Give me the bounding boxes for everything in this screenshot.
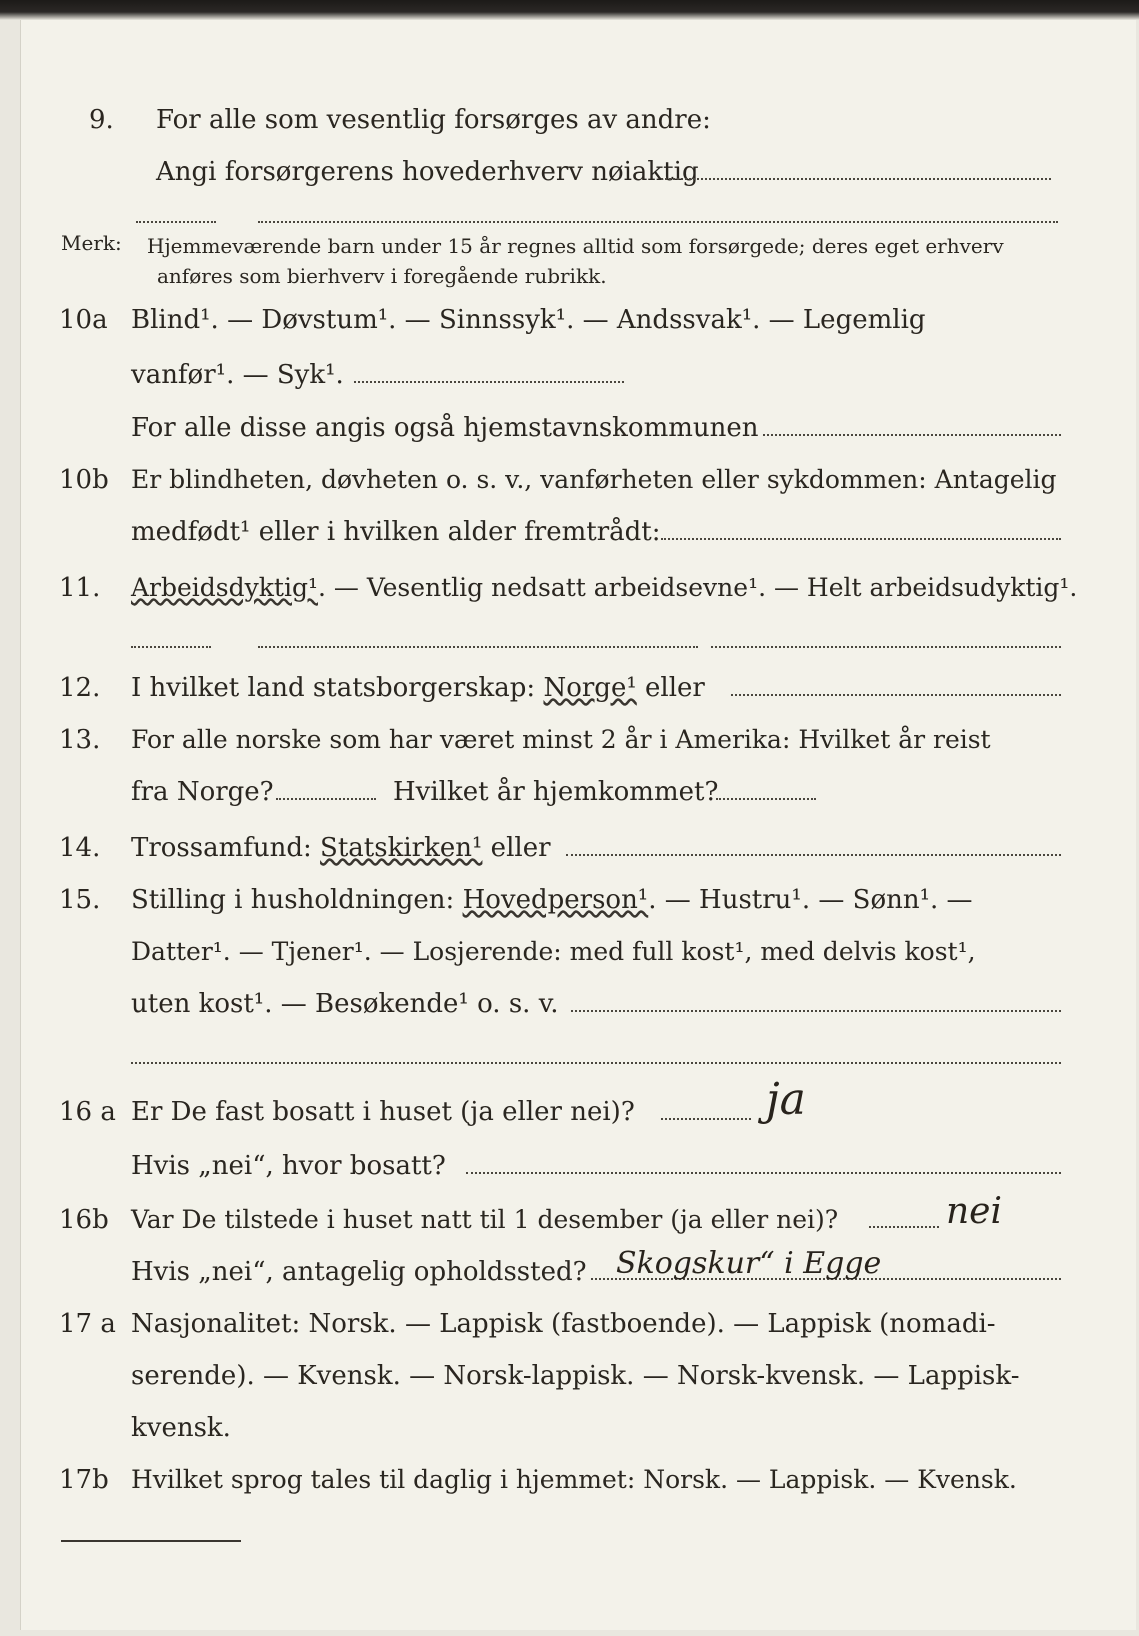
q17b-line1 bbox=[21, 1460, 1136, 1500]
q17b-number: 17b bbox=[59, 1465, 109, 1495]
q13-line2 bbox=[21, 772, 1136, 812]
q13-text1: For alle norske som har været minst 2 år i Amerika: Hvilket år reist bbox=[131, 725, 991, 754]
q13-number: 13. bbox=[59, 725, 101, 755]
q16b-line2 bbox=[21, 1246, 1136, 1292]
q9-line1 bbox=[21, 100, 1136, 140]
q16b-number: 16b bbox=[59, 1205, 109, 1235]
q17a-line1 bbox=[21, 1304, 1136, 1344]
q16b-answer2: Skogskur“ i Egge bbox=[616, 1246, 882, 1281]
q14-answer-line[interactable] bbox=[566, 854, 1061, 856]
q10b-answer-line[interactable] bbox=[661, 538, 1061, 540]
q15-line2 bbox=[21, 932, 1136, 972]
q16b-answer: nei bbox=[946, 1191, 1003, 1232]
q10b-text2: medfødt¹ eller i hvilken alder fremtrådt: bbox=[131, 517, 661, 547]
q14-selected-option: Statskirken¹ bbox=[320, 833, 483, 863]
q11-answer-line-b[interactable] bbox=[258, 646, 698, 648]
q13-answer-line2[interactable] bbox=[716, 798, 816, 800]
q11-selected-option: Arbeidsdyktig¹ bbox=[131, 573, 318, 602]
q15-selected-option: Hovedperson¹ bbox=[462, 885, 649, 915]
q10a-number: 10a bbox=[59, 305, 108, 335]
q10a-answer-line2[interactable] bbox=[763, 434, 1061, 436]
q16b-line1 bbox=[21, 1191, 1136, 1240]
q15-line3 bbox=[21, 984, 1136, 1024]
q16a-number: 16 a bbox=[59, 1097, 116, 1127]
q12-selected-option: Norge¹ bbox=[543, 673, 637, 703]
q15-answer-line2[interactable] bbox=[131, 1062, 1061, 1064]
q11-answer-line-c[interactable] bbox=[711, 646, 1061, 648]
q11-text bbox=[131, 568, 1077, 608]
q10a-text3: For alle disse angis også hjemstavnskommunen bbox=[131, 413, 759, 443]
q10b-line2 bbox=[21, 512, 1136, 552]
q9-text2: Angi forsørgerens hovederhverv nøiaktig bbox=[156, 157, 699, 187]
census-form-page bbox=[20, 20, 1136, 1630]
q9-number: 9. bbox=[89, 105, 114, 135]
q15-answer-line1[interactable] bbox=[571, 1010, 1061, 1012]
q14-number: 14. bbox=[59, 833, 101, 863]
q14-text-a: Trossamfund: bbox=[131, 833, 321, 863]
q14-text bbox=[131, 828, 551, 868]
q9-answer-line2a bbox=[136, 221, 216, 223]
q11-number: 11. bbox=[59, 573, 101, 603]
q16b-text2: Hvis „nei“, antagelig opholdssted? bbox=[131, 1257, 587, 1287]
q16a-answer-line[interactable] bbox=[661, 1118, 751, 1120]
merk-label: Merk: bbox=[61, 231, 122, 255]
q10b-number: 10b bbox=[59, 465, 109, 495]
q10b-line1 bbox=[21, 460, 1136, 500]
q10a-line2 bbox=[21, 355, 1136, 395]
q10a-text1: Blind¹. — Døvstum¹. — Sinnssyk¹. — Andssvak¹. — Legemlig bbox=[131, 305, 926, 335]
q17a-line3 bbox=[21, 1408, 1136, 1448]
q15-text-c: . — Hustru¹. — Sønn¹. — bbox=[648, 885, 973, 915]
q13-text2b: Hvilket år hjemkommet? bbox=[393, 777, 719, 807]
q11-line1 bbox=[21, 568, 1136, 608]
q15-line4 bbox=[21, 1036, 1136, 1076]
q10a-line3 bbox=[21, 408, 1136, 448]
q16a-line2 bbox=[21, 1146, 1136, 1186]
q16a-text2: Hvis „nei“, hvor bosatt? bbox=[131, 1151, 446, 1181]
q9-line2 bbox=[21, 152, 1136, 192]
q16a-line1 bbox=[21, 1074, 1136, 1132]
q15-text3: uten kost¹. — Besøkende¹ o. s. v. bbox=[131, 989, 559, 1019]
q11-line2 bbox=[21, 620, 1136, 660]
merk-note bbox=[21, 225, 1136, 295]
q17a-text1: Nasjonalitet: Norsk. — Lappisk (fastboende). — Lappisk (nomadi- bbox=[131, 1309, 996, 1339]
q13-answer-line1[interactable] bbox=[276, 798, 376, 800]
q12-answer-line[interactable] bbox=[731, 694, 1061, 696]
q10a-text2: vanfør¹. — Syk¹. bbox=[131, 360, 344, 390]
q13-text2a: fra Norge? bbox=[131, 777, 274, 807]
q10a-line1 bbox=[21, 300, 1136, 340]
q16a-answer-line2[interactable] bbox=[466, 1172, 1061, 1174]
q16a-answer: ja bbox=[766, 1074, 806, 1125]
q17a-text2: serende). — Kvensk. — Norsk-lappisk. — Norsk-kvensk. — Lappisk- bbox=[131, 1361, 1020, 1391]
q11-text-rest: . — Vesentlig nedsatt arbeidsevne¹. — Helt arbeidsudyktig¹. bbox=[317, 573, 1078, 602]
footnote-rule bbox=[61, 1540, 241, 1542]
q12-text-c: eller bbox=[636, 673, 705, 703]
merk-text2: anføres som bierhverv i foregående rubrikk. bbox=[157, 264, 607, 288]
q15-text bbox=[131, 880, 973, 920]
q15-number: 15. bbox=[59, 885, 101, 915]
q14-line1 bbox=[21, 828, 1136, 868]
q9-answer-line2b[interactable] bbox=[258, 221, 1058, 223]
q17a-line2 bbox=[21, 1356, 1136, 1396]
q9-answer-line[interactable] bbox=[661, 178, 1051, 180]
q17b-text1: Hvilket sprog tales til daglig i hjemmet: Norsk. — Lappisk. — Kvensk. bbox=[131, 1465, 1017, 1494]
q12-line1 bbox=[21, 668, 1136, 708]
q15-text2: Datter¹. — Tjener¹. — Losjerende: med full kost¹, med delvis kost¹, bbox=[131, 937, 976, 966]
q15-line1 bbox=[21, 880, 1136, 920]
q10a-answer-line1[interactable] bbox=[354, 381, 624, 383]
q13-line1 bbox=[21, 720, 1136, 760]
q12-text bbox=[131, 668, 705, 708]
q16b-text1: Var De tilstede i huset natt til 1 desember (ja eller nei)? bbox=[131, 1205, 839, 1234]
q17a-number: 17 a bbox=[59, 1309, 116, 1339]
q15-text-a: Stilling i husholdningen: bbox=[131, 885, 463, 915]
q16a-text1: Er De fast bosatt i huset (ja eller nei)? bbox=[131, 1097, 635, 1127]
q12-number: 12. bbox=[59, 673, 101, 703]
q12-text-a: I hvilket land statsborgerskap: bbox=[131, 673, 544, 703]
q9-text1: For alle som vesentlig forsørges av andre: bbox=[156, 105, 711, 135]
merk-text1: Hjemmeværende barn under 15 år regnes alltid som forsørgede; deres eget erhverv bbox=[147, 234, 1004, 258]
q17a-text3: kvensk. bbox=[131, 1413, 231, 1443]
scan-top-edge bbox=[0, 0, 1139, 20]
q14-text-c: eller bbox=[482, 833, 551, 863]
q11-answer-line-a bbox=[131, 646, 211, 648]
q16b-answer-line[interactable] bbox=[869, 1226, 939, 1228]
q10b-text1: Er blindheten, døvheten o. s. v., vanførheten eller sykdommen: Antagelig bbox=[131, 465, 1057, 494]
